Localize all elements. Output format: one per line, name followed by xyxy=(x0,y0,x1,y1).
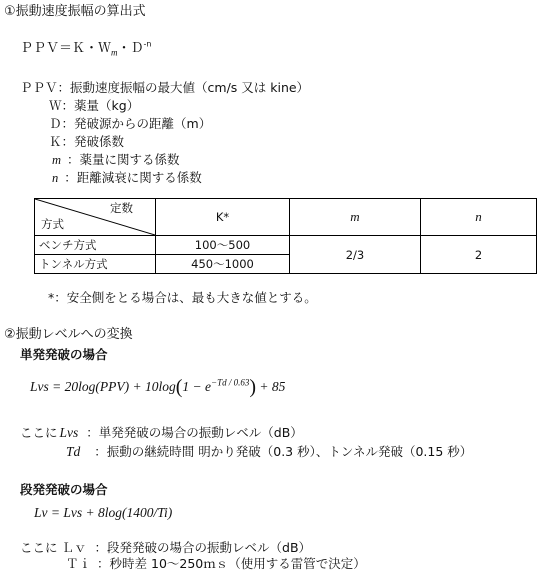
formula-paren-open: ( xyxy=(175,376,183,398)
def-symbol: n xyxy=(52,171,59,185)
formula-part-c: + 85 xyxy=(259,379,286,394)
formula-part-b: 1 − e xyxy=(182,379,211,394)
def-row-w xyxy=(49,99,139,113)
section1-title: ①振動速度振幅の算出式 xyxy=(4,4,146,19)
def-desc: ：秒時差 10～250ｍｓ（使用する雷管で決定） xyxy=(97,556,366,571)
multi-blast-title: 段発発破の場合 xyxy=(20,482,108,497)
formula-ppv: ＰＰＶ＝Ｋ・Ｗ xyxy=(20,41,112,56)
def-symbol: ＰＰＶ xyxy=(20,80,58,95)
def-desc: ：振動速度振幅の最大値（cm/s 又は kine） xyxy=(57,80,310,95)
single-def1 xyxy=(20,425,303,441)
def-symbol: m xyxy=(52,153,62,167)
def-symbol: Lvs xyxy=(59,425,79,440)
header-bottom-label: 方式 xyxy=(41,217,64,231)
def-desc: ：距離減衰に関する係数 xyxy=(64,170,202,185)
def-prefix: ここに xyxy=(20,540,58,555)
header-n: n xyxy=(421,199,537,236)
def-symbol: Ｄ xyxy=(49,116,62,131)
def-desc: ：振動の継続時間 明かり発破（0.3 秒）、トンネル発破（0.15 秒） xyxy=(94,444,473,459)
def-prefix: ここに xyxy=(20,425,58,440)
ppv-formula xyxy=(20,39,152,58)
def-row-k xyxy=(49,135,124,149)
formula-sub-m: m xyxy=(111,47,118,58)
header-top-label: 定数 xyxy=(110,201,133,215)
def-desc: ：薬量（kg） xyxy=(61,98,140,113)
multi-def1 xyxy=(20,541,311,555)
def-symbol: Ｋ xyxy=(49,134,62,149)
def-desc: ：発破源からの距離（m） xyxy=(61,116,212,131)
def-row-d xyxy=(49,117,211,131)
def-row-m xyxy=(52,153,180,167)
formula-sup-n: -n xyxy=(143,39,152,49)
formula-exponent: −Td / 0.63 xyxy=(211,377,250,388)
coefficient-table xyxy=(34,198,537,274)
header-k: K* xyxy=(156,199,290,236)
table-header-corner xyxy=(35,199,156,236)
def-row-ppv xyxy=(20,81,309,95)
table-m-value: 2/3 xyxy=(290,236,421,274)
table-row-k: 100～500 xyxy=(156,236,290,255)
def-desc: ：単発発破の場合の振動レベル（dB） xyxy=(86,425,303,440)
table-n-value: 2 xyxy=(421,236,537,274)
section2-title: ②振動レベルへの変換 xyxy=(4,327,133,342)
header-m: m xyxy=(290,199,421,236)
def-desc: ：段発発破の場合の振動レベル（dB） xyxy=(94,540,312,555)
formula-mid: ・Ｄ xyxy=(117,41,144,56)
table-row-k: 450～1000 xyxy=(156,255,290,274)
table-row-method: トンネル方式 xyxy=(35,255,156,274)
formula-paren-close: ) xyxy=(249,376,257,398)
multi-blast-formula: Lv = Lvs + 8log(1400/Ti) xyxy=(34,505,173,520)
def-symbol: Td xyxy=(66,444,81,459)
single-blast-title: 単発発破の場合 xyxy=(20,347,108,362)
def-desc: ：発破係数 xyxy=(61,134,125,149)
footnote: *：安全側をとる場合は、最も大きな値とする。 xyxy=(48,290,317,305)
def-symbol: Ｗ xyxy=(49,98,62,113)
def-desc: ：薬量に関する係数 xyxy=(67,152,180,167)
def-row-n xyxy=(52,171,202,185)
single-blast-formula xyxy=(30,376,285,399)
single-def2 xyxy=(66,444,472,460)
def-symbol: Ｌｖ xyxy=(61,540,87,555)
def-symbol: Ｔｉ xyxy=(66,556,92,571)
multi-def2 xyxy=(66,557,366,571)
table-row-method: ベンチ方式 xyxy=(35,236,156,255)
formula-part-a: Lvs = 20log(PPV) + 10log xyxy=(30,379,176,394)
